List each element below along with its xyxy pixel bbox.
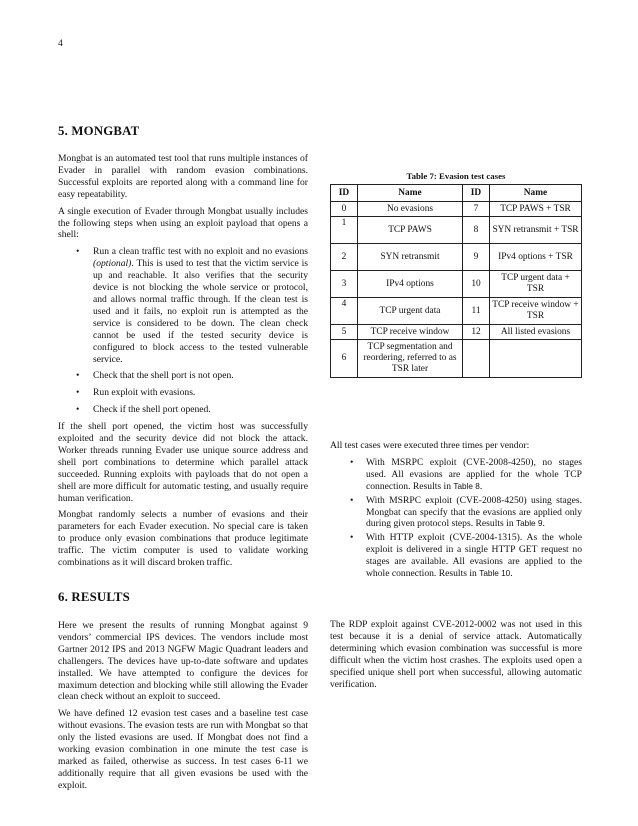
results-body xyxy=(58,620,308,797)
table-cell: TCP receive window xyxy=(358,325,463,340)
table-cell: 1 xyxy=(331,217,358,244)
table-cell: 9 xyxy=(463,244,490,271)
bullet-icon: • xyxy=(76,387,80,399)
list-item: • Check if the shell port opened. xyxy=(76,404,211,416)
table-cell: 0 xyxy=(331,202,358,217)
bullet-icon: • xyxy=(350,532,354,544)
column-header: Name xyxy=(490,185,582,202)
bullet-icon: • xyxy=(76,404,80,416)
mongbat-body xyxy=(58,153,308,574)
bullet-icon: • xyxy=(350,456,354,468)
bullet-icon: • xyxy=(76,246,80,258)
list-item: • Run a clean traffic test with no exploit and no evasions (optional). This is used to test that the victim service is up and reachable. It also verifies that the security device is not blocking the whole service or protocol, and allows normal traffic through. If the clean test is used and it fails, no exploit run is attempted as the service is considered to be down. The clean check cannot be used if the tested security device is configured to block access to the tested vulnerable service. xyxy=(76,246,308,365)
column-header: ID xyxy=(463,185,490,202)
column-header: ID xyxy=(331,185,358,202)
table-cell: SYN retransmit + TSR xyxy=(490,217,582,244)
table-cell: TCP segmentation and reordering, referred to as TSR later xyxy=(358,340,463,378)
rdp-paragraph-block xyxy=(330,619,582,695)
list-item: • With MSRPC exploit (CVE-2008-4250) using stages. Mongbat can specify that the evasions are applied only during given protocol steps. Results in Table 9. xyxy=(350,494,582,530)
table-cell: TCP PAWS + TSR xyxy=(490,202,582,217)
table-cell: 2 xyxy=(331,244,358,271)
table-row xyxy=(331,340,582,378)
list-item: • With HTTP exploit (CVE-2004-1315). As the whole exploit is delivered in a single HTTP GET request no stages are available. All evasions are applied to the whole connection. Results in Table 10. xyxy=(350,532,582,580)
steps-list xyxy=(58,246,308,416)
table-row xyxy=(331,325,582,340)
paragraph: If the shell port opened, the victim host was successfully exploited and the security device did not block the attack. Worker threads running Evader use unique source address and shell port combinations to determine which parallel attack succeeded. Running exploits with payloads that do not open a shell are more difficult for automatic testing, and usually require human verification. xyxy=(58,421,308,504)
table-cell: TCP receive window + TSR xyxy=(490,298,582,325)
bullet-icon: • xyxy=(350,494,354,506)
page-number: 4 xyxy=(58,39,63,49)
table-cell: 3 xyxy=(331,271,358,298)
section-heading-results: 6. RESULTS xyxy=(58,590,130,604)
paragraph: All test cases were executed three times per vendor: xyxy=(330,440,530,451)
paragraph: Here we present the results of running Mongbat against 9 vendors’ commercial IPS devices. The vendors include most Gartner 2012 IPS and 2013 NGFW Magic Quadrant leaders and challengers. The devices have up-to-date software and updates installed. We have attempted to configure the devices for maximum detection and blocking while still allowing the Evader clean check without an exploit to succeed. xyxy=(58,620,308,703)
table-cell: All listed evasions xyxy=(490,325,582,340)
paragraph: Mongbat randomly selects a number of evasions and their parameters for each Evader execution. No special care is taken to produce only evasion combinations that produce legitimate traffic. The victim computer is used to validate working combinations as it will discard broken traffic. xyxy=(58,509,308,569)
table-cell: 6 xyxy=(331,340,358,378)
table-cell: TCP PAWS xyxy=(358,217,463,244)
table-cell xyxy=(490,340,582,378)
table-cell: 12 xyxy=(463,325,490,340)
table-cell: TCP urgent data + TSR xyxy=(490,271,582,298)
table-row xyxy=(331,244,582,271)
table-cell: 10 xyxy=(463,271,490,298)
table-cell: 8 xyxy=(463,217,490,244)
table-cell: IPv4 options + TSR xyxy=(490,244,582,271)
list-item: • Check that the shell port is not open. xyxy=(76,370,234,382)
paragraph: Mongbat is an automated test tool that runs multiple instances of Evader in parallel with random evasion combinations. Successful exploits are reported along with a command line for easy repeatability. xyxy=(58,153,308,200)
bullet-icon: • xyxy=(76,370,80,382)
paragraph: We have defined 12 evasion test cases and a baseline test case without evasions. The evasion tests are run with Mongbat so that only the listed evasions are used. If Mongbat does not find a working evasion combination in one minute the test case is marked as failed, otherwise as success. In test cases 6-11 we additionally require that all given evasions be used with the exploit. xyxy=(58,708,308,791)
list-item: • With MSRPC exploit (CVE-2008-4250), no stages used. All evasions are applied for the whole TCP connection. Results in Table 8. xyxy=(350,456,582,492)
table-cell: 5 xyxy=(331,325,358,340)
table-cell: 7 xyxy=(463,202,490,217)
table-cell xyxy=(463,340,490,378)
paragraph: The RDP exploit against CVE-2012-0002 was not used in this test because it is a denial of service attack. Automatically determining which evasion combination was successful is more difficult when the victim host crashes. The exploits used open a specified unique shell port when successful, allowing automatic verification. xyxy=(330,619,582,690)
table-cell: 4 xyxy=(331,298,358,325)
table-reference: Table 8 xyxy=(453,481,480,491)
table-cell: SYN retransmit xyxy=(358,244,463,271)
results-list-block xyxy=(330,440,582,583)
paragraph: A single execution of Evader through Mongbat usually includes the following steps when using an exploit payload that opens a shell: xyxy=(58,205,308,241)
table-row xyxy=(331,217,582,244)
table-caption: Table 7: Evasion test cases xyxy=(406,171,506,181)
table-cell: IPv4 options xyxy=(358,271,463,298)
list-item: • Run exploit with evasions. xyxy=(76,387,196,399)
table-cell: TCP urgent data xyxy=(358,298,463,325)
table-row xyxy=(331,202,582,217)
table-cell: 11 xyxy=(463,298,490,325)
section-heading-mongbat: 5. MONGBAT xyxy=(58,124,140,138)
column-header: Name xyxy=(358,185,463,202)
table-row xyxy=(331,271,582,298)
table-cell: No evasions xyxy=(358,202,463,217)
evasion-test-cases-table xyxy=(330,184,582,378)
table-reference: Table 9 xyxy=(516,519,543,529)
table-header-row xyxy=(331,185,582,202)
table-row xyxy=(331,298,582,325)
vendor-runs-list xyxy=(330,457,582,580)
table-reference: Table 10 xyxy=(479,569,511,579)
